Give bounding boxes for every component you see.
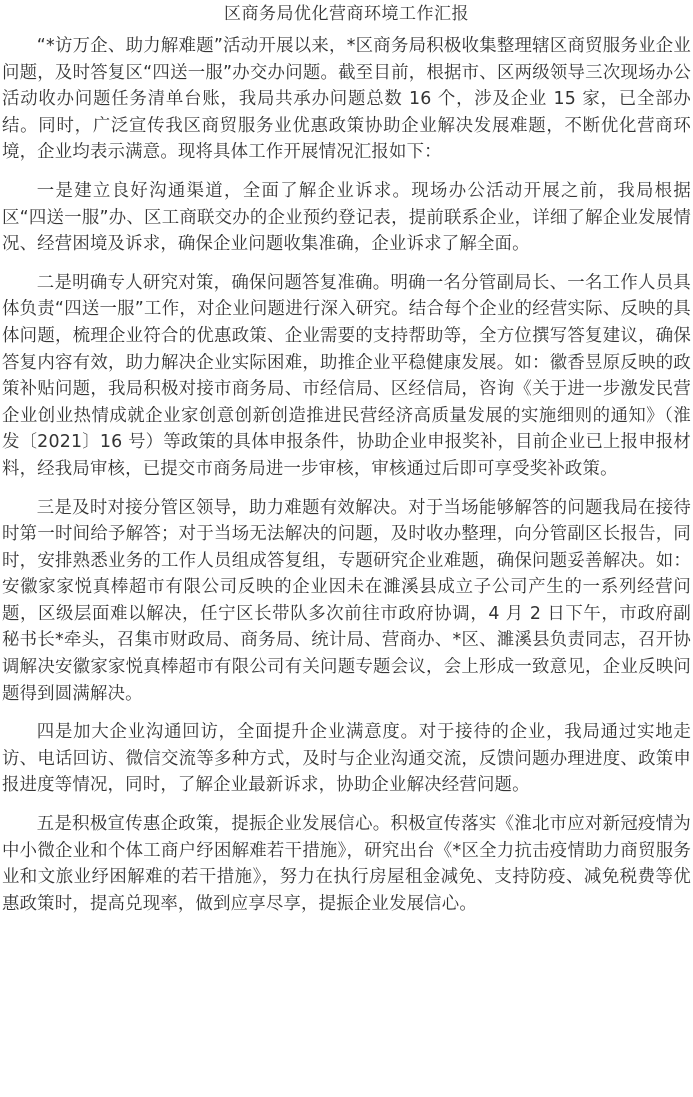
paragraph-intro: “*访万企、助力解难题”活动开展以来，*区商务局积极收集整理辖区商贸服务业企业问题，及时答复区“四送一服”办交办问题。截至目前，根据市、区两级领导三次现场办公活动收办问题任务清单台账，我局共承办问题总数 16 个，涉及企业 15 家，已全部办结。同时，广泛宣传我区商贸服务业优惠政策协助企业解决发展难题，不断优化营商环境，企业均表示满意。现将具体工作开展情况汇报如下： bbox=[2, 36, 691, 163]
paragraph-point-2: 二是明确专人研究对策，确保问题答复准确。明确一名分管副局长、一名工作人员具体负责“四送一服”工作，对企业问题进行深入研究。结合每个企业的经营实际、反映的具体问题，梳理企业符合的优惠政策、企业需要的支持帮助等，全方位撰写答复建议，确保答复内容有效，助力解决企业实际困难，助推企业平稳健康发展。如：徽香昱原反映的政策补贴问题，我局积极对接市商务局、市经信局、区经信局，咨询《关于进一步激发民营企业创业热情成就企业家创意创新创造推进民营经济高质量发展的实施细则的通知》（淮发〔2021〕16 号）等政策的具体申报条件，协助企业申报奖补，目前企业已上报申报材料，经我局审核，已提交市商务局进一步审核，审核通过后即可享受奖补政策。 bbox=[2, 272, 691, 479]
paragraph-point-4: 四是加大企业沟通回访，全面提升企业满意度。对于接待的企业，我局通过实地走访、电话回访、微信交流等多种方式，及时与企业沟通交流，反馈问题办理进度、政策申报进度等情况，同时，了解企业最新诉求，协助企业解决经营问题。 bbox=[2, 722, 691, 796]
paragraph-point-5: 五是积极宣传惠企政策，提振企业发展信心。积极宣传落实《淮北市应对新冠疫情为中小微企业和个体工商户纾困解难若干措施》，研究出台《*区全力抗击疫情助力商贸服务业和文旅业纾困解难的若干措施》，努力在执行房屋租金减免、支持防疫、减免税费等优惠政策时，提高兑现率，做到应享尽享，提振企业发展信心。 bbox=[2, 814, 691, 914]
paragraph-point-3: 三是及时对接分管区领导，助力难题有效解决。对于当场能够解答的问题我局在接待时第一时间给予解答；对于当场无法解决的问题，及时收办整理，向分管副区长报告，同时，安排熟悉业务的工作人员组成答复组，专题研究企业难题，确保问题妥善解决。如：安徽家家悦真棒超市有限公司反映的企业因未在濉溪县成立子公司产生的一系列经营问题，区级层面难以解决，任宁区长带队多次前往市政府协调，4 月 2 日下午，市政府副秘书长*牵头，召集市财政局、商务局、统计局、营商办、*区、濉溪县负责同志，召开协调解决安徽家家悦真棒超市有限公司有关问题专题会议，会上形成一致意见，企业反映问题得到圆满解决。 bbox=[2, 497, 691, 704]
document-title: 区商务局优化营商环境工作汇报 bbox=[224, 4, 469, 24]
paragraph-point-1: 一是建立良好沟通渠道，全面了解企业诉求。现场办公活动开展之前，我局根据区“四送一服”办、区工商联交办的企业预约登记表，提前联系企业，详细了解企业发展情况、经营困境及诉求，确保企业问题收集准确，企业诉求了解全面。 bbox=[2, 180, 691, 255]
